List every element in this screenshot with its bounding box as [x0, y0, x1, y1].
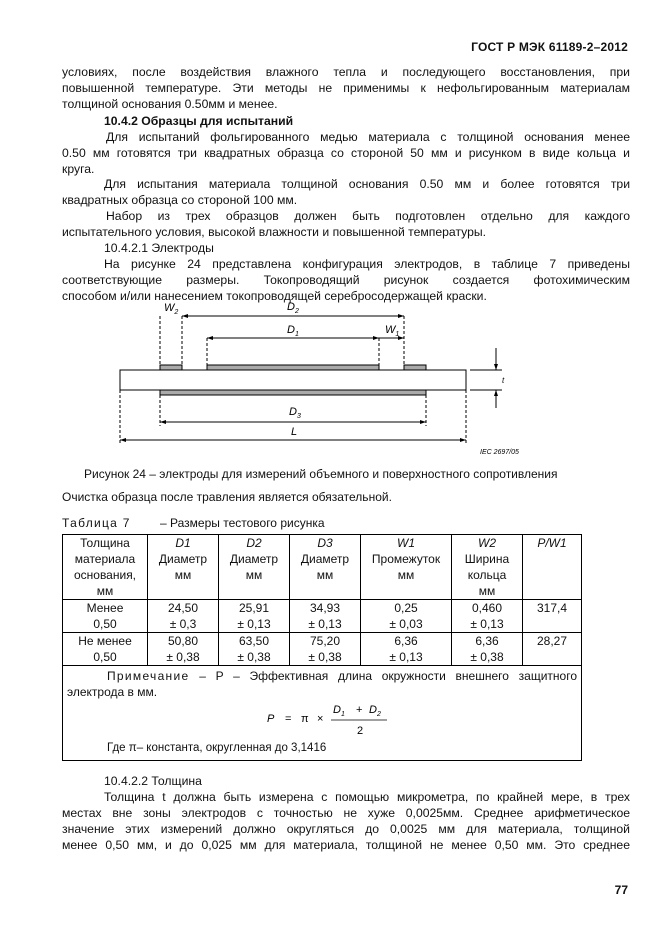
text-line: Набор из трех образцов должен быть подготовлен отдельно для каждого [106, 209, 630, 223]
d1-label: D [287, 324, 295, 336]
table-header-row [63, 535, 582, 600]
text-line: Для испытания материала толщиной основания 0.50 мм и более готовятся три [104, 177, 630, 191]
header-line: Диаметр [300, 552, 350, 566]
table-cell [290, 600, 361, 633]
d3-label-sub: 3 [296, 413, 301, 420]
cell-line: 317,4 [536, 601, 568, 615]
formula-denominator: 2 [357, 725, 364, 736]
header-line: D3 [317, 536, 333, 550]
table-cell [219, 600, 290, 633]
cell-line: Не менее [78, 634, 132, 648]
header-cell [63, 535, 148, 600]
header-line: мм [96, 584, 114, 598]
table-cell [361, 600, 452, 633]
header-line: Промежуток [371, 552, 441, 566]
cell-line: 63,50 [238, 634, 270, 648]
formula-p: P [267, 713, 275, 725]
cell-line: 0,460 [471, 601, 503, 615]
table-cell [219, 633, 290, 666]
header-cell [523, 535, 582, 600]
table-cell [452, 600, 523, 633]
table-cell [361, 633, 452, 666]
text-line: толщиной основания 0.50мм и менее. [62, 97, 278, 111]
table-cell [63, 633, 148, 666]
svg-text:D1 [333, 704, 345, 718]
header-line: мм [245, 568, 263, 582]
d2-label: D [287, 301, 295, 313]
text-line: 0.50 мм готовятся три квадратных образца со стороной 50 мм и рисунком в виде кольца и [62, 146, 630, 160]
top-ring-left [160, 365, 182, 370]
table-cell [523, 633, 582, 666]
section-heading: 10.4.2.2 Толщина [104, 774, 202, 788]
note-label: Примечание [107, 669, 190, 683]
header-line: Толщина [80, 536, 130, 550]
header-line: мм [174, 568, 192, 582]
w1-label: W [385, 324, 396, 336]
cell-line: 6,36 [475, 634, 499, 648]
text-line: Для испытаний фольгированного медью материала с толщиной основания менее [106, 130, 630, 144]
header-line: материала [74, 552, 136, 566]
d1-label-sub: 1 [294, 331, 299, 338]
text-line: круга. [62, 162, 95, 176]
cell-line: ± 0,38 [166, 650, 200, 664]
table-cell [452, 633, 523, 666]
section-heading: 10.4.2.1 Электроды [104, 241, 214, 255]
cell-line: 0,50 [93, 617, 117, 631]
header-line: D2 [246, 536, 262, 550]
formula-d2: D [369, 704, 377, 716]
header-line: кольца [467, 568, 507, 582]
electrode-diagram [110, 298, 530, 460]
dimensions-table [62, 534, 582, 761]
cell-line: 75,20 [309, 634, 341, 648]
top-center-electrode [207, 365, 379, 370]
cell-line: ± 0,13 [237, 617, 271, 631]
w1-label-sub: 1 [395, 331, 400, 338]
text-line: значение этих измерений должно округляться до 0,0025 мм для материала, толщиной [62, 822, 630, 836]
note-cell [63, 666, 582, 761]
pi-note: Где π– константа, округленная до 3,1416 [107, 742, 327, 754]
note-text: – P – Эффективная длина окружности внешнего защитного [199, 669, 577, 683]
iec-label: IEC 2697/05 [480, 449, 519, 456]
svg-text:W2 [164, 302, 178, 316]
header-cell [290, 535, 361, 600]
table-cell [63, 600, 148, 633]
text-line: повышенной температуре. Эти методы не применимы к нефольгированным материалам [62, 81, 630, 95]
cell-line: 25,91 [238, 601, 270, 615]
text-line: квадратных образца со стороной 100 мм. [62, 193, 298, 207]
header-line: W1 [397, 536, 415, 550]
cell-line: 34,93 [309, 601, 341, 615]
text-line: соответствующие размеры. Токопроводящий рисунок создается фотохимическим [62, 273, 630, 287]
cell-line: ± 0,13 [308, 617, 342, 631]
t-label: t [502, 376, 505, 385]
d2-label-sub: 2 [294, 308, 299, 315]
svg-text:W1 [385, 324, 399, 338]
cell-line: 50,80 [167, 634, 199, 648]
formula-d1-sub: 1 [340, 711, 345, 718]
header-line: W2 [478, 536, 496, 550]
cell-line: 0,50 [93, 650, 117, 664]
header-line: D1 [175, 536, 191, 550]
header-cell [452, 535, 523, 600]
cell-line: 28,27 [536, 634, 568, 648]
note-row [63, 666, 582, 761]
document-header: ГОСТ Р МЭК 61189-2–2012 [471, 40, 628, 54]
formula-eq: = [285, 713, 292, 725]
header-line: основания, [73, 568, 137, 582]
header-line: P/W1 [537, 536, 567, 550]
header-cell [361, 535, 452, 600]
table-caption-text: – Размеры тестового рисунка [160, 516, 325, 530]
table-cell [148, 600, 219, 633]
cell-line: ± 0,38 [308, 650, 342, 664]
header-line: мм [397, 568, 415, 582]
figure-caption: Рисунок 24 – электроды для измерений объемного и поверхностного сопротивления [84, 467, 558, 481]
substrate-shape [120, 370, 466, 390]
formula-pi: π [301, 713, 309, 725]
text-line: местах вне зоны электродов с точностью не хуже 0,0025мм. Среднее арифметическое [62, 806, 630, 820]
header-cell [219, 535, 290, 600]
svg-text:D3 [289, 406, 301, 420]
table-cell [148, 633, 219, 666]
text-line: На рисунке 24 представлена конфигурация электродов, в таблице 7 приведены [104, 257, 630, 271]
w2-label: W [164, 302, 175, 314]
header-line: мм [316, 568, 334, 582]
formula-times: × [317, 713, 324, 725]
cell-line: 24,50 [167, 601, 199, 615]
svg-text:D2 [287, 301, 299, 315]
header-line: Диаметр [229, 552, 279, 566]
formula-plus: + [356, 704, 363, 716]
perimeter-formula [263, 702, 393, 736]
table-row [63, 633, 582, 666]
cell-line: ± 0,03 [389, 617, 423, 631]
formula-d2-sub: 2 [376, 711, 381, 718]
text-line: условиях, после воздействия влажного тепла и последующего восстановления, при [62, 65, 630, 79]
text-line: Очистка образца после травления является обязательной. [62, 490, 392, 504]
cell-line: ± 0,38 [470, 650, 504, 664]
svg-text:D2 [369, 704, 381, 718]
text-line: испытательного условия, высокой влажности и повышенной температуры. [62, 225, 487, 239]
cell-line: 6,36 [394, 634, 418, 648]
svg-text:D1 [287, 324, 299, 338]
cell-line: ± 0,13 [389, 650, 423, 664]
w2-label-sub: 2 [174, 309, 179, 316]
cell-line: ± 0,38 [237, 650, 271, 664]
table-cell [523, 600, 582, 633]
bottom-electrode [160, 390, 426, 395]
text-line: Толщина t должна быть измерена с помощью микрометра, по крайней мере, в трех [104, 790, 630, 804]
cell-line: Менее [86, 601, 124, 615]
cell-line: 0,25 [394, 601, 418, 615]
cell-line: ± 0,13 [470, 617, 504, 631]
table-cell [290, 633, 361, 666]
page-number: 77 [614, 883, 628, 897]
text-line: способом и/или нанесением токопроводящей серебросодержащей краски. [62, 289, 487, 303]
header-line: Диаметр [158, 552, 208, 566]
top-ring-right [404, 365, 426, 370]
section-heading: 10.4.2 Образцы для испытаний [104, 114, 294, 128]
cell-line: ± 0,3 [169, 617, 197, 631]
d3-label: D [289, 406, 297, 418]
l-label: L [291, 426, 298, 438]
text-line: менее 0,50 мм, и до 0,025 мм для материала, толщиной не менее 0,50 мм. Это среднее [62, 838, 630, 852]
note-text-2: электрода в мм. [67, 685, 158, 699]
header-line: мм [478, 584, 496, 598]
header-line: Ширина [464, 552, 510, 566]
table-row [63, 600, 582, 633]
formula-d1: D [333, 704, 341, 716]
table-caption-label: Таблица 7 [62, 516, 131, 530]
header-cell [148, 535, 219, 600]
